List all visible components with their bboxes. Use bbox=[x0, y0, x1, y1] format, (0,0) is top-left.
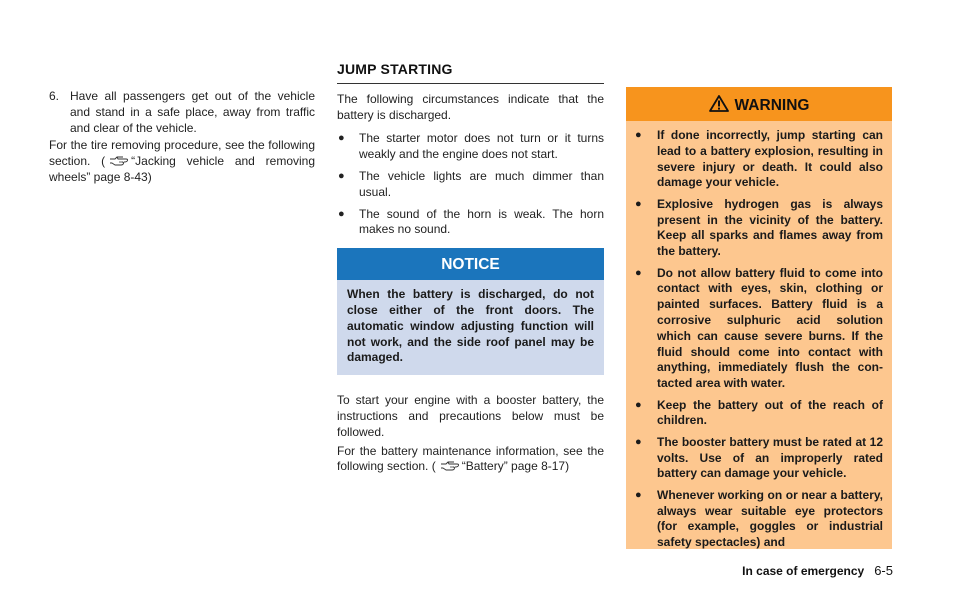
warning-item-text: Keep the battery out of the reach of children. bbox=[657, 397, 883, 428]
bullet-dot: ● bbox=[635, 435, 642, 448]
battery-maintenance-reference bbox=[337, 444, 604, 476]
discharge-symptoms-list bbox=[337, 131, 604, 238]
bullet-dot: ● bbox=[635, 129, 642, 141]
warning-item-text: The booster battery must be rated at 12 volts. Use of an improperly rated battery can damage your vehicle. bbox=[657, 434, 883, 481]
jacking-vehicle-link[interactable]: “Jacking vehicle and removing wheels” page 8-43) bbox=[49, 154, 316, 184]
list-item-text: The vehicle lights are much dimmer than usual. bbox=[359, 168, 604, 199]
hand-pointer-icon bbox=[109, 155, 129, 167]
notice-text: When the battery is discharged, do not close either of the front doors. The automatic window adjusting function will not work, and the side roof panel may be damaged. bbox=[347, 287, 594, 365]
list-item bbox=[337, 207, 604, 239]
tire-removing-reference bbox=[49, 138, 315, 185]
bullet-dot: ● bbox=[635, 197, 642, 210]
bullet-dot: ● bbox=[635, 266, 642, 279]
list-item bbox=[635, 266, 883, 392]
page-footer bbox=[742, 563, 893, 580]
warning-item-text: Explosive hydrogen gas is always present in the vicinity of the battery. Keep all sparks and flames away from the battery. bbox=[657, 196, 883, 259]
bullet-dot: ● bbox=[635, 398, 642, 411]
warning-triangle-icon bbox=[709, 95, 729, 112]
list-item bbox=[635, 488, 883, 549]
intro-paragraph: The following circumstances indicate that the battery is discharged. bbox=[337, 91, 604, 122]
procedure-step-6 bbox=[49, 89, 315, 136]
warning-header bbox=[626, 87, 892, 121]
list-item-text: The starter motor does not turn or it turns weakly and the engine does not start. bbox=[359, 131, 604, 162]
section-title: JUMP STARTING bbox=[337, 62, 604, 84]
list-item bbox=[635, 197, 883, 260]
bullet-dot: ● bbox=[635, 488, 642, 501]
warning-item-text: Whenever working on or near a battery, always wear suitable eye protectors (for example, goggles or industrial safety spectacles) and bbox=[657, 487, 883, 549]
warning-title: WARNING bbox=[734, 97, 810, 114]
bullet-dot: ● bbox=[338, 169, 345, 182]
footer-section-name: In case of emergency bbox=[742, 564, 865, 578]
list-item-text: The sound of the horn is weak. The horn makes no sound. bbox=[359, 206, 604, 237]
warning-item-text: Do not allow battery fluid to come into contact with eyes, skin, clothing or painted surfaces. Battery fluid is a corrosive sulphuric acid solution which can cause severe burns. If the fluid should come into contact with anything, immediately flush the con-tacted area with water. bbox=[657, 265, 883, 391]
notice-box bbox=[337, 248, 604, 375]
step-number: 6. bbox=[49, 89, 60, 103]
battery-page-link[interactable]: “Battery” page 8-17) bbox=[461, 459, 570, 474]
warning-item-text: If done incorrectly, jump starting can lead to a battery explosion, resulting in severe injury or death. It could also damage your vehicle. bbox=[657, 128, 883, 190]
list-item bbox=[337, 131, 604, 163]
list-item bbox=[635, 435, 883, 482]
notice-header: NOTICE bbox=[337, 248, 604, 280]
list-item bbox=[337, 169, 604, 201]
bullet-dot: ● bbox=[338, 132, 345, 145]
reference-intro: For the tire removing procedure, see the following section. ( bbox=[49, 138, 315, 169]
page-number: 6-5 bbox=[874, 563, 893, 578]
reference-intro: For the battery maintenance information, see the following section. ( bbox=[337, 443, 604, 474]
left-column bbox=[49, 89, 315, 189]
list-item bbox=[635, 128, 883, 191]
bullet-dot: ● bbox=[338, 207, 345, 220]
jump-starting-column bbox=[337, 62, 604, 478]
warning-box bbox=[626, 87, 892, 549]
step-text: Have all passengers get out of the vehicle and stand in a safe place, away from traffic and clear of the vehicle. bbox=[70, 89, 315, 135]
warning-list bbox=[626, 121, 892, 549]
warning-column bbox=[626, 87, 892, 549]
list-item bbox=[635, 398, 883, 430]
booster-instructions-paragraph: To start your engine with a booster battery, the instructions and precautions below must be followed. bbox=[337, 393, 604, 439]
hand-pointer-icon bbox=[440, 460, 460, 472]
